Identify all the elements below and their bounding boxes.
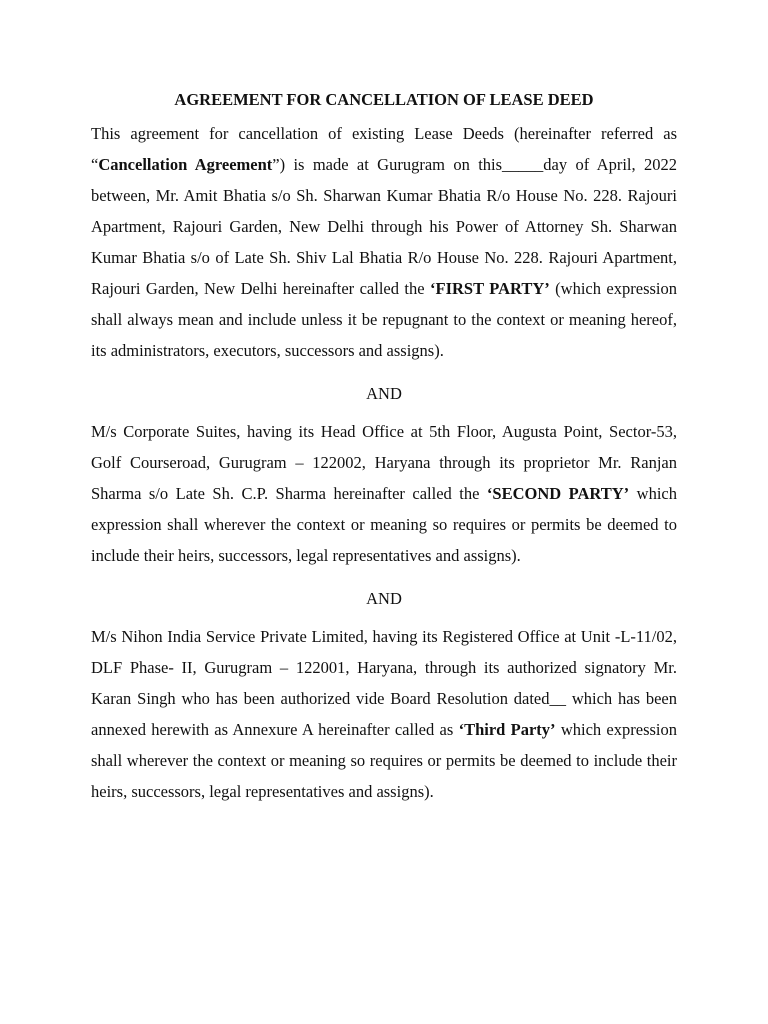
first-party-text-2: ”) is made at Gurugram on this_____day of April, 2022 between, Mr. Amit Bhatia s/o Sh. Sharwan Kumar Bhatia R/o House No. 228. Rajouri Apartment, Rajouri Garden, New Delhi through his Power of Attorney Sh. Sharwan Kumar Bhatia s/o of Late Sh. Shiv Lal Bhatia R/o House No. 228. Rajouri Apartment, Rajouri Garden, New Delhi hereinafter called the: [91, 155, 677, 298]
and-separator-1: AND: [366, 384, 402, 403]
third-party-text-1: M/s Nihon India Service Private Limited, having its Registered Office at Unit -L-11/02, DLF Phase- II, Gurugram – 122001, Haryana, through its authorized signatory Mr. Karan Singh who has been authorized vide Board Resolution dated__ which has been annexed herewith as Annexure A hereinafter called as: [91, 627, 677, 739]
third-party-label: ‘Third Party’: [458, 720, 556, 739]
second-party-paragraph: [91, 416, 677, 571]
first-party-text-1: This agreement for cancellation of existing Lease Deeds (hereinafter referred as “: [91, 124, 677, 174]
document-title: AGREEMENT FOR CANCELLATION OF LEASE DEED: [174, 90, 594, 109]
second-party-text-1: M/s Corporate Suites, having its Head Office at 5th Floor, Augusta Point, Sector-53, Golf Courseroad, Gurugram – 122002, Haryana through its proprietor Mr. Ranjan Sharma s/o Late Sh. C.P. Sharma hereinafter called the: [91, 422, 677, 503]
first-party-paragraph: [91, 118, 677, 366]
second-party-text-2: which expression shall wherever the context or meaning so requires or permits be deemed to include their heirs, successors, legal representatives and assigns).: [91, 484, 677, 565]
first-party-text-3: (which expression shall always mean and include unless it be repugnant to the context or meaning hereof, its administrators, executors, successors and assigns).: [91, 279, 677, 360]
document-page: [91, 90, 677, 807]
cancellation-agreement-term: Cancellation Agreement: [98, 155, 273, 174]
third-party-paragraph: [91, 621, 677, 807]
second-party-label: ‘SECOND PARTY’: [486, 484, 630, 503]
first-party-label: ‘FIRST PARTY’: [430, 279, 550, 298]
third-party-text-2: which expression shall wherever the context or meaning so requires or permits be deemed to include their heirs, successors, legal representatives and assigns).: [91, 720, 677, 801]
and-separator-2: AND: [366, 589, 402, 608]
